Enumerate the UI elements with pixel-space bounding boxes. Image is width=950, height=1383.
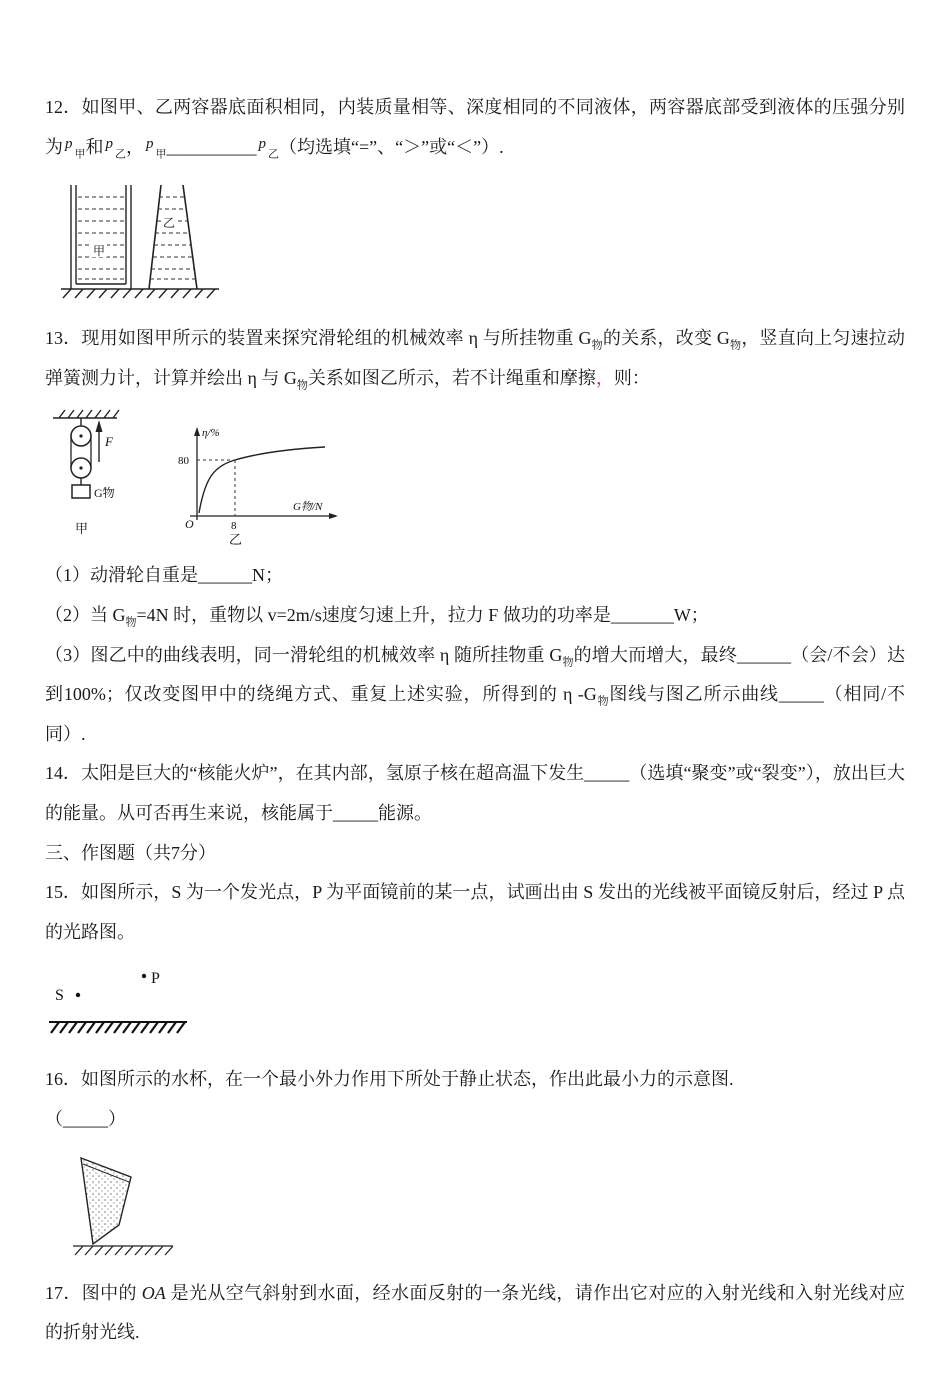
tick-8: 8 [231,520,237,533]
sub-wu: 物 [729,339,742,352]
container-jia-label: 甲 [93,244,106,259]
q13-seg-2: 的关系，改变 G [602,328,730,349]
y-axis-arrow [194,427,200,436]
pulley-figure-label: 甲 [75,521,89,537]
q16-seg-1: 16．如图所示的水杯，在一个最小外力作用下所处于静止状态，作出此最小力的示意图. [45,1069,734,1090]
sub-yi: 乙 [115,148,126,161]
liquid-lines-jia [78,197,124,279]
tick-80: 80 [178,455,189,468]
section-3-heading [45,834,905,874]
q12-answer-blank: __________ [166,136,257,157]
q13-item-2 [45,596,905,636]
q13-item-3 [45,636,905,755]
pressure-symbol: p [146,135,154,152]
containers-diagram [57,177,257,305]
x-axis-label: G物/N [293,501,323,514]
q13-seg-5: 则： [613,367,650,388]
weight-label: G物 [94,486,115,501]
figure-q12-containers [57,177,905,305]
point-P-label: P [151,970,160,988]
efficiency-graph [173,416,361,550]
weight-box [72,485,90,498]
container-jia [71,185,131,289]
point-S-dot [76,993,80,997]
ground-hatch [73,1246,173,1255]
q12-seg-1: 12．如图甲、乙两容器底面积相同，内装质量相等、深度相同的不同液体，两容器底部受到液体的压强分别为 [45,97,905,157]
mirror-diagram [47,962,199,1046]
q17-seg-1: 17．图中的 [45,1282,142,1303]
sub-jia: 甲 [155,148,167,161]
point-S-label: S [55,987,64,1005]
figure-q13-row [47,406,905,550]
q16-paren-blank: （_____） [45,1108,126,1129]
q14-seg-1: 14．太阳是巨大的“核能火炉”，在其内部，氢原子核在超高温下发生_____（选填“聚变”或“裂变”），放出巨大的能量。从可否再生来说，核能属于_____能源。 [45,763,905,823]
tilted-cup [81,1158,131,1244]
sub-yi: 乙 [268,148,279,161]
force-label: F [105,434,113,450]
question-14-text [45,754,905,833]
sub-wu: 物 [591,339,603,352]
cup-diagram [73,1150,193,1260]
sub-wu: 物 [596,695,610,708]
pressure-symbol: p [258,135,266,152]
q17-OA-symbol: OA [141,1282,166,1303]
figure-q15-mirror [47,962,905,1046]
question-12-text [45,88,905,167]
sub-jia: 甲 [74,148,86,161]
y-axis-label: η/% [202,427,220,440]
point-P-dot [142,974,146,978]
q16-answer-paren [45,1100,905,1140]
x-axis-arrow [329,513,338,519]
force-arrowhead [96,420,103,432]
moving-pulley-axle [79,467,82,470]
q13-item-2-seg-1: （2）当 G [45,604,126,625]
q12-seg-4: （均选填“=”、“＞”或“＜”）. [279,136,504,157]
mirror-hatch [49,1022,187,1033]
sub-wu: 物 [562,656,574,669]
q13-item-1 [45,556,905,596]
q13-item-3-seg-1: （3）图乙中的曲线表明，同一滑轮组的机械效率 η 随所挂物重 G [45,644,563,665]
ground-hatch [61,289,219,298]
reference-dashes [197,460,235,516]
question-13-text [45,319,905,398]
fixed-pulley-axle [79,435,82,438]
q13-seg-1: 13．现用如图甲所示的装置来探究滑轮组的机械效率 η 与所挂物重 G [45,328,592,349]
graph-figure-label: 乙 [229,532,243,548]
origin-label: O [185,517,194,532]
q13-seg-4: 关系如图乙所示，若不计绳重和摩擦 [307,367,596,388]
q13-item-3-seg-2: 的增大而增大，最终______（会/不会）达到100%；仅改变图甲中的绕绳方式、重复上述实验，所得到的 η -G [45,644,905,705]
q13-red-comma: ， [595,367,614,388]
liquid-lines-yi [150,197,196,279]
q13-item-1-text: （1）动滑轮自重是______N； [45,565,283,586]
sub-wu: 物 [296,379,308,392]
container-yi-label: 乙 [163,216,176,231]
sub-wu: 物 [125,616,137,629]
pulley-diagram [47,406,159,544]
container-yi [149,185,197,289]
q12-seg-3: ， [126,136,144,157]
q15-seg-1: 15．如图所示，S 为一个发光点，P 为平面镜前的某一点，试画出由 S 发出的光线被平面镜反射后，经过 P 点的光路图。 [45,882,905,942]
q12-seg-2: 和 [85,136,104,157]
q17-seg-2: 是光从空气斜射到水面，经水面反射的一条光线，请作出它对应的入射光线和入射光线对应的折射光线. [45,1282,905,1343]
question-15-text [45,873,905,952]
figure-q16-cup [73,1150,905,1260]
q13-item-3-seg-3: 图线与图乙所示曲线_____（相同/不同）. [45,684,905,744]
section-3-title: 三、作图题（共7分） [45,842,216,863]
q13-seg-3: ，竖直向上匀速拉动弹簧测力计，计算并绘出 η 与 G [45,328,906,388]
question-16-text [45,1060,905,1100]
q13-item-2-seg-2: =4N 时，重物以 v=2m/s速度匀速上升，拉力 F 做功的功率是_______W； [136,604,709,625]
ceiling-hatch [53,410,119,418]
question-17-text [45,1274,905,1353]
pressure-symbol: p [65,135,73,152]
pressure-symbol: p [105,135,113,152]
